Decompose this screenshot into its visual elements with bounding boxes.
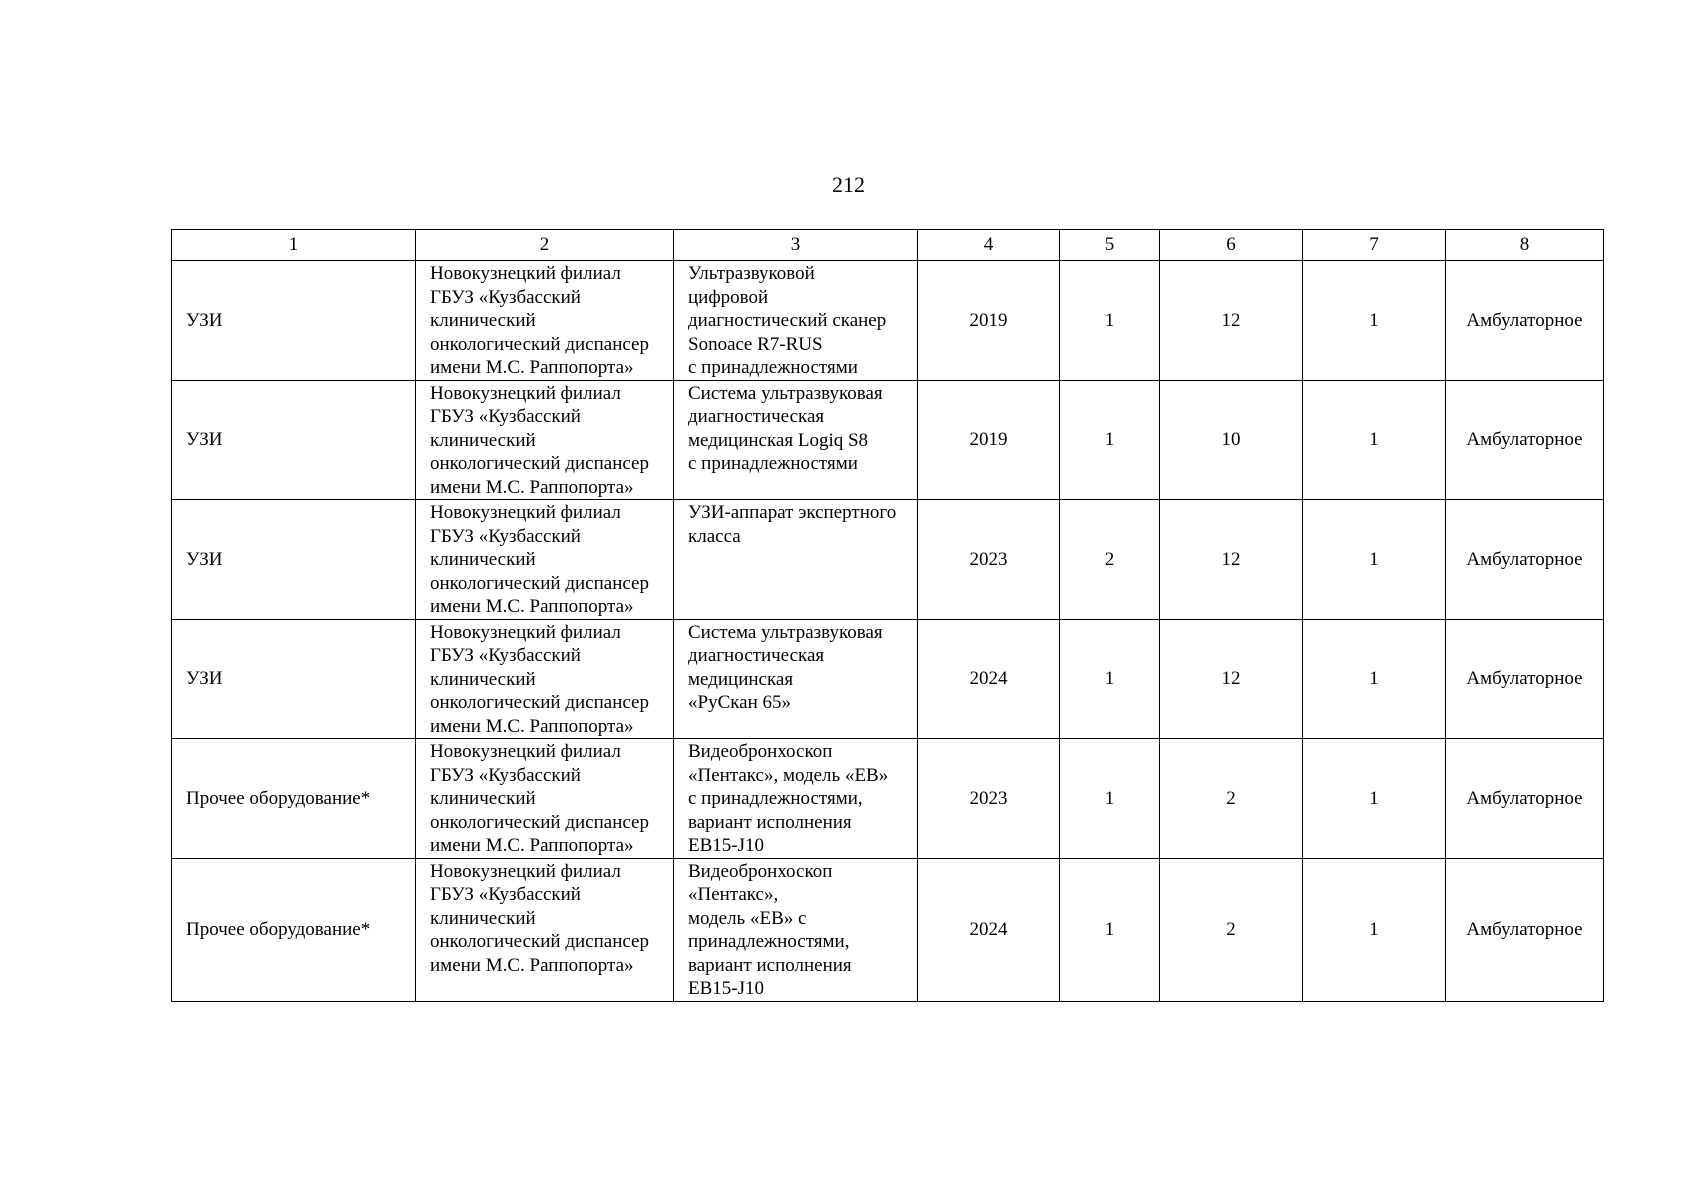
year-cell: 2024: [918, 619, 1060, 739]
col7-cell: 1: [1303, 739, 1446, 859]
equipment-type-cell: УЗИ: [172, 619, 416, 739]
column-header: 7: [1303, 230, 1446, 261]
table-header-row: [172, 230, 1604, 261]
col7-cell: 1: [1303, 500, 1446, 620]
col7-cell: 1: [1303, 380, 1446, 500]
col6-cell: 12: [1160, 261, 1303, 381]
year-cell: 2019: [918, 261, 1060, 381]
organization-cell: Новокузнецкий филиал ГБУЗ «Кузбасский клинический онкологический диспансер имени М.С. Раппопорта»: [416, 380, 674, 500]
organization-cell: Новокузнецкий филиал ГБУЗ «Кузбасский клинический онкологический диспансер имени М.С. Раппопорта»: [416, 739, 674, 859]
equipment-name-cell: Видеобронхоскоп «Пентакс», модель «EB» с принадлежностями, вариант исполнения EB15-J10: [674, 858, 918, 1001]
care-type-cell: Амбулаторное: [1446, 858, 1604, 1001]
care-type-cell: Амбулаторное: [1446, 261, 1604, 381]
care-type-cell: Амбулаторное: [1446, 739, 1604, 859]
organization-cell: Новокузнецкий филиал ГБУЗ «Кузбасский клинический онкологический диспансер имени М.С. Раппопорта»: [416, 619, 674, 739]
equipment-name-cell: Система ультразвуковая диагностическая медицинская Logiq S8 с принадлежностями: [674, 380, 918, 500]
col7-cell: 1: [1303, 261, 1446, 381]
table-row: [172, 261, 1604, 381]
column-header: 4: [918, 230, 1060, 261]
equipment-name-cell: Ультразвуковой цифровой диагностический сканер Sonoace R7-RUS с принадлежностями: [674, 261, 918, 381]
equipment-type-cell: Прочее оборудование*: [172, 739, 416, 859]
equipment-type-cell: УЗИ: [172, 500, 416, 620]
table-row: [172, 380, 1604, 500]
col5-cell: 1: [1060, 619, 1160, 739]
equipment-type-cell: УЗИ: [172, 261, 416, 381]
equipment-name-cell: Система ультразвуковая диагностическая медицинская «РуСкан 65»: [674, 619, 918, 739]
equipment-table: [171, 229, 1604, 1002]
care-type-cell: Амбулаторное: [1446, 380, 1604, 500]
column-header: 8: [1446, 230, 1604, 261]
col5-cell: 2: [1060, 500, 1160, 620]
organization-cell: Новокузнецкий филиал ГБУЗ «Кузбасский клинический онкологический диспансер имени М.С. Раппопорта»: [416, 500, 674, 620]
col5-cell: 1: [1060, 858, 1160, 1001]
column-header: 1: [172, 230, 416, 261]
col6-cell: 12: [1160, 500, 1303, 620]
col7-cell: 1: [1303, 619, 1446, 739]
col6-cell: 12: [1160, 619, 1303, 739]
table-row: [172, 500, 1604, 620]
table-row: [172, 858, 1604, 1001]
col7-cell: 1: [1303, 858, 1446, 1001]
year-cell: 2023: [918, 739, 1060, 859]
column-header: 3: [674, 230, 918, 261]
care-type-cell: Амбулаторное: [1446, 619, 1604, 739]
table-row: [172, 619, 1604, 739]
equipment-name-cell: УЗИ-аппарат экспертного класса: [674, 500, 918, 620]
col6-cell: 2: [1160, 858, 1303, 1001]
column-header: 5: [1060, 230, 1160, 261]
col6-cell: 10: [1160, 380, 1303, 500]
column-header: 6: [1160, 230, 1303, 261]
equipment-type-cell: Прочее оборудование*: [172, 858, 416, 1001]
col6-cell: 2: [1160, 739, 1303, 859]
year-cell: 2023: [918, 500, 1060, 620]
table-row: [172, 739, 1604, 859]
page-number: 212: [832, 172, 865, 197]
equipment-name-cell: Видеобронхоскоп «Пентакс», модель «EB» с принадлежностями, вариант исполнения EB15-J10: [674, 739, 918, 859]
organization-cell: Новокузнецкий филиал ГБУЗ «Кузбасский клинический онкологический диспансер имени М.С. Раппопорта»: [416, 261, 674, 381]
col5-cell: 1: [1060, 261, 1160, 381]
col5-cell: 1: [1060, 739, 1160, 859]
organization-cell: Новокузнецкий филиал ГБУЗ «Кузбасский клинический онкологический диспансер имени М.С. Раппопорта»: [416, 858, 674, 1001]
year-cell: 2019: [918, 380, 1060, 500]
care-type-cell: Амбулаторное: [1446, 500, 1604, 620]
column-header: 2: [416, 230, 674, 261]
year-cell: 2024: [918, 858, 1060, 1001]
equipment-type-cell: УЗИ: [172, 380, 416, 500]
col5-cell: 1: [1060, 380, 1160, 500]
